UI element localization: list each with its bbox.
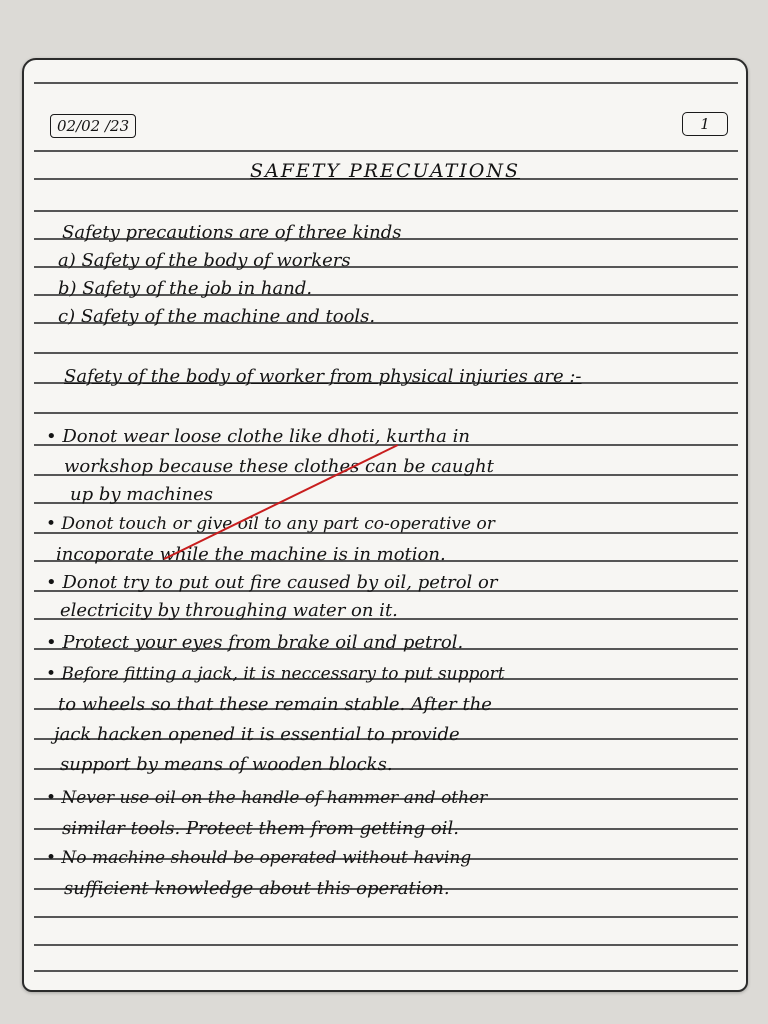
bullet-line: jack hacken opened it is essential to provide (54, 724, 460, 745)
bullet-line: • No machine should be operated without having (46, 848, 472, 868)
bullet-line: • Before fitting a jack, it is neccessary to put support (46, 664, 505, 684)
bullet-line: up by machines (70, 484, 213, 505)
intro-item: c) Safety of the machine and tools. (58, 306, 376, 327)
bullet-line: workshop because these clothes can be caught (64, 456, 494, 477)
bullet-line: support by means of wooden blocks. (60, 754, 393, 775)
bullet-line: • Donot try to put out fire caused by oil, petrol or (46, 572, 498, 593)
intro-item: a) Safety of the body of workers (58, 250, 351, 271)
notebook-page (22, 58, 748, 992)
bullet-line: incoporate while the machine is in motion. (56, 544, 446, 565)
bullet-line: to wheels so that these remain stable. After the (58, 694, 492, 715)
bullet-line: electricity by throughing water on it. (60, 600, 398, 621)
page-content (24, 60, 746, 990)
bullet-line: sufficient knowledge about this operation. (64, 878, 450, 899)
bullet-line: • Donot wear loose clothe like dhoti, kurtha in (46, 426, 470, 447)
intro-heading: Safety precautions are of three kinds (62, 222, 402, 243)
date-label: 02/02 /23 (50, 114, 136, 138)
bullet-line: • Donot touch or give oil to any part co-operative or (46, 514, 495, 534)
page-title: SAFETY PRECUATIONS (249, 160, 521, 182)
bullet-line: • Never use oil on the handle of hammer and other (46, 788, 488, 808)
page-number: 1 (682, 112, 728, 136)
bullet-line: similar tools. Protect them from getting oil. (62, 818, 459, 839)
bullet-line: • Protect your eyes from brake oil and petrol. (46, 632, 464, 653)
intro-item: b) Safety of the job in hand. (58, 278, 313, 299)
section-heading: Safety of the body of worker from physical injuries are :- (64, 366, 582, 387)
